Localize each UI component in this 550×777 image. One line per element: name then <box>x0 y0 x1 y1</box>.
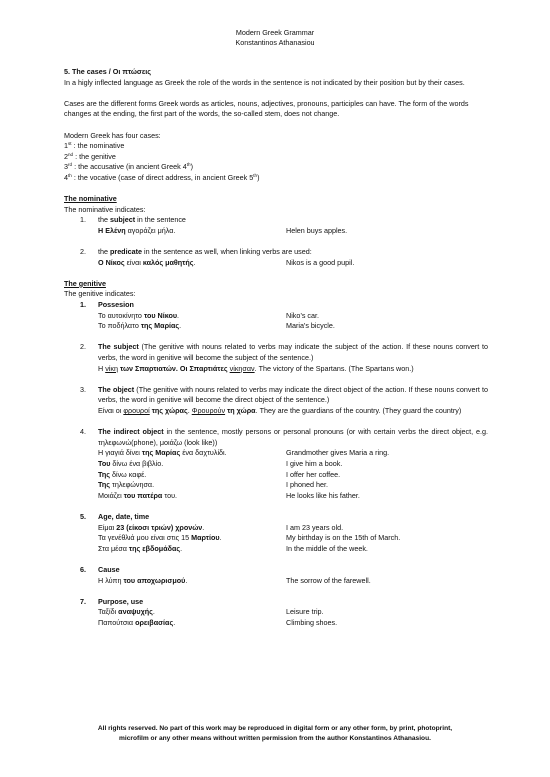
case-3: 3rd : the accusative (in ancient Greek 4th) <box>64 162 194 172</box>
example-line: Η νίκη των Σπαρτιατών. Οι Σπαρτιάτες νίκησαν. The victory of the Spartans. (The Spartans won.) <box>98 363 414 373</box>
example-row: Είμαι 23 (είκοσι τριών) χρονών. I am 23 years old. <box>98 522 344 532</box>
intro-paragraph-2: Cases are the different forms Greek words as articles, nouns, adjectives, pronouns, participles can have. The form of the words changes at the ending, the first part of the words, the so-called stem, does not change. <box>64 98 469 119</box>
case-4: 4th : the vocative (case of direct address, in ancient Greek 5th) <box>64 172 260 182</box>
footer-line-2: microfilm or any other means without written permission from the author Konstantinos Athanasiou. <box>119 735 431 742</box>
header-author: Konstantinos Athanasiou <box>235 38 315 47</box>
example-row: Η Ελένη αγοράζει μήλα. Helen buys apples. <box>98 225 348 235</box>
genitive-item-7: 7. Purpose, use <box>80 596 144 606</box>
section-title: 5. The cases / Οι πτώσεις <box>64 67 151 76</box>
case-1: 1st : the nominative <box>64 141 125 151</box>
nominative-item-2: 2. the predicate in the sentence as well, when linking verbs are used: <box>80 247 312 257</box>
example-row: Ταξίδι αναψυχής. Leisure trip. <box>98 607 324 617</box>
example-row: Μοιάζει του πατέρα του. He looks like his father. <box>98 490 360 500</box>
genitive-item-6: 6. Cause <box>80 564 120 574</box>
header-title: Modern Greek Grammar <box>235 28 315 37</box>
example-row: Το ποδήλατο της Μαρίας. Maria's bicycle. <box>98 321 335 331</box>
nominative-heading: The nominative <box>64 194 117 204</box>
genitive-item-1: 1. Possesion <box>80 300 134 310</box>
example-row: Της τηλεφώνησα. I phoned her. <box>98 480 328 490</box>
footer-line-1: All rights reserved. No part of this work may be reproduced in digital form or any other form, by print, photoprint, <box>97 725 453 732</box>
nominative-item-1: 1. the subject in the sentence <box>80 215 186 225</box>
example-row: Του δίνω ένα βιβλίο. I give him a book. <box>98 458 343 468</box>
genitive-item-5: 5. Age, date, time <box>80 511 150 521</box>
example-row: Η λύπη του αποχωρισμού. The sorrow of the farewell. <box>98 575 371 585</box>
genitive-item-4: 4. The indirect object in the sentence, mostly persons or personal pronouns (or with certain verbs the direct object, e.g. τηλεφωνώ(phone), μοιάζω (look like)) <box>80 427 488 447</box>
genitive-lead: The genitive indicates: <box>64 289 136 299</box>
example-row: Στα μέσα της εβδομάδας. In the middle of the week. <box>98 543 368 553</box>
example-row: Τα γενέθλιά μου είναι στις 15 Μαρτίου. My birthday is on the 15th of March. <box>98 533 401 543</box>
example-row: Της δίνω καφέ. I offer her coffee. <box>98 469 341 479</box>
copyright-footer <box>60 724 490 744</box>
example-row: Παπούτσια ορειβασίας. Climbing shoes. <box>98 617 338 627</box>
example-row: Το αυτοκίνητο του Νίκου. Niko’s car. <box>98 310 320 320</box>
intro-paragraph-1: In a higly inflected language as Greek the role of the words in the sentence is not indicated by their position but by their cases. <box>64 77 465 87</box>
example-row: Ο Νίκος είναι καλός μαθητής. Nikos is a good pupil. <box>98 257 355 267</box>
nominative-lead: The nominative indicates: <box>64 204 146 214</box>
page-header <box>0 28 550 48</box>
genitive-item-2: 2. The subject (The genitive with nouns related to verbs may indicate the subject of the action. If these nouns convert to verbs, the word in genitive will become the subject of the sentence.) <box>80 342 488 363</box>
genitive-item-3: 3. The object (The genitive with nouns related to verbs may indicate the direct object of the action. If these nouns convert to verbs, the word in genitive will become the direct object of the sentence.) <box>80 384 488 405</box>
example-line: Είναι οι φρουροί της χώρας. Φρουρούν τη χώρα. They are the guardians of the country. (They guard the country) <box>98 406 462 415</box>
case-2: 2nd : the genitive <box>64 151 116 161</box>
example-row: Η γιαγιά δίνει της Μαρίας ένα δαχτυλίδι. Grandmother gives Maria a ring. <box>98 448 390 458</box>
genitive-heading: The genitive <box>64 278 106 288</box>
main-content <box>64 67 488 628</box>
cases-lead: Modern Greek has four cases: <box>64 130 161 140</box>
